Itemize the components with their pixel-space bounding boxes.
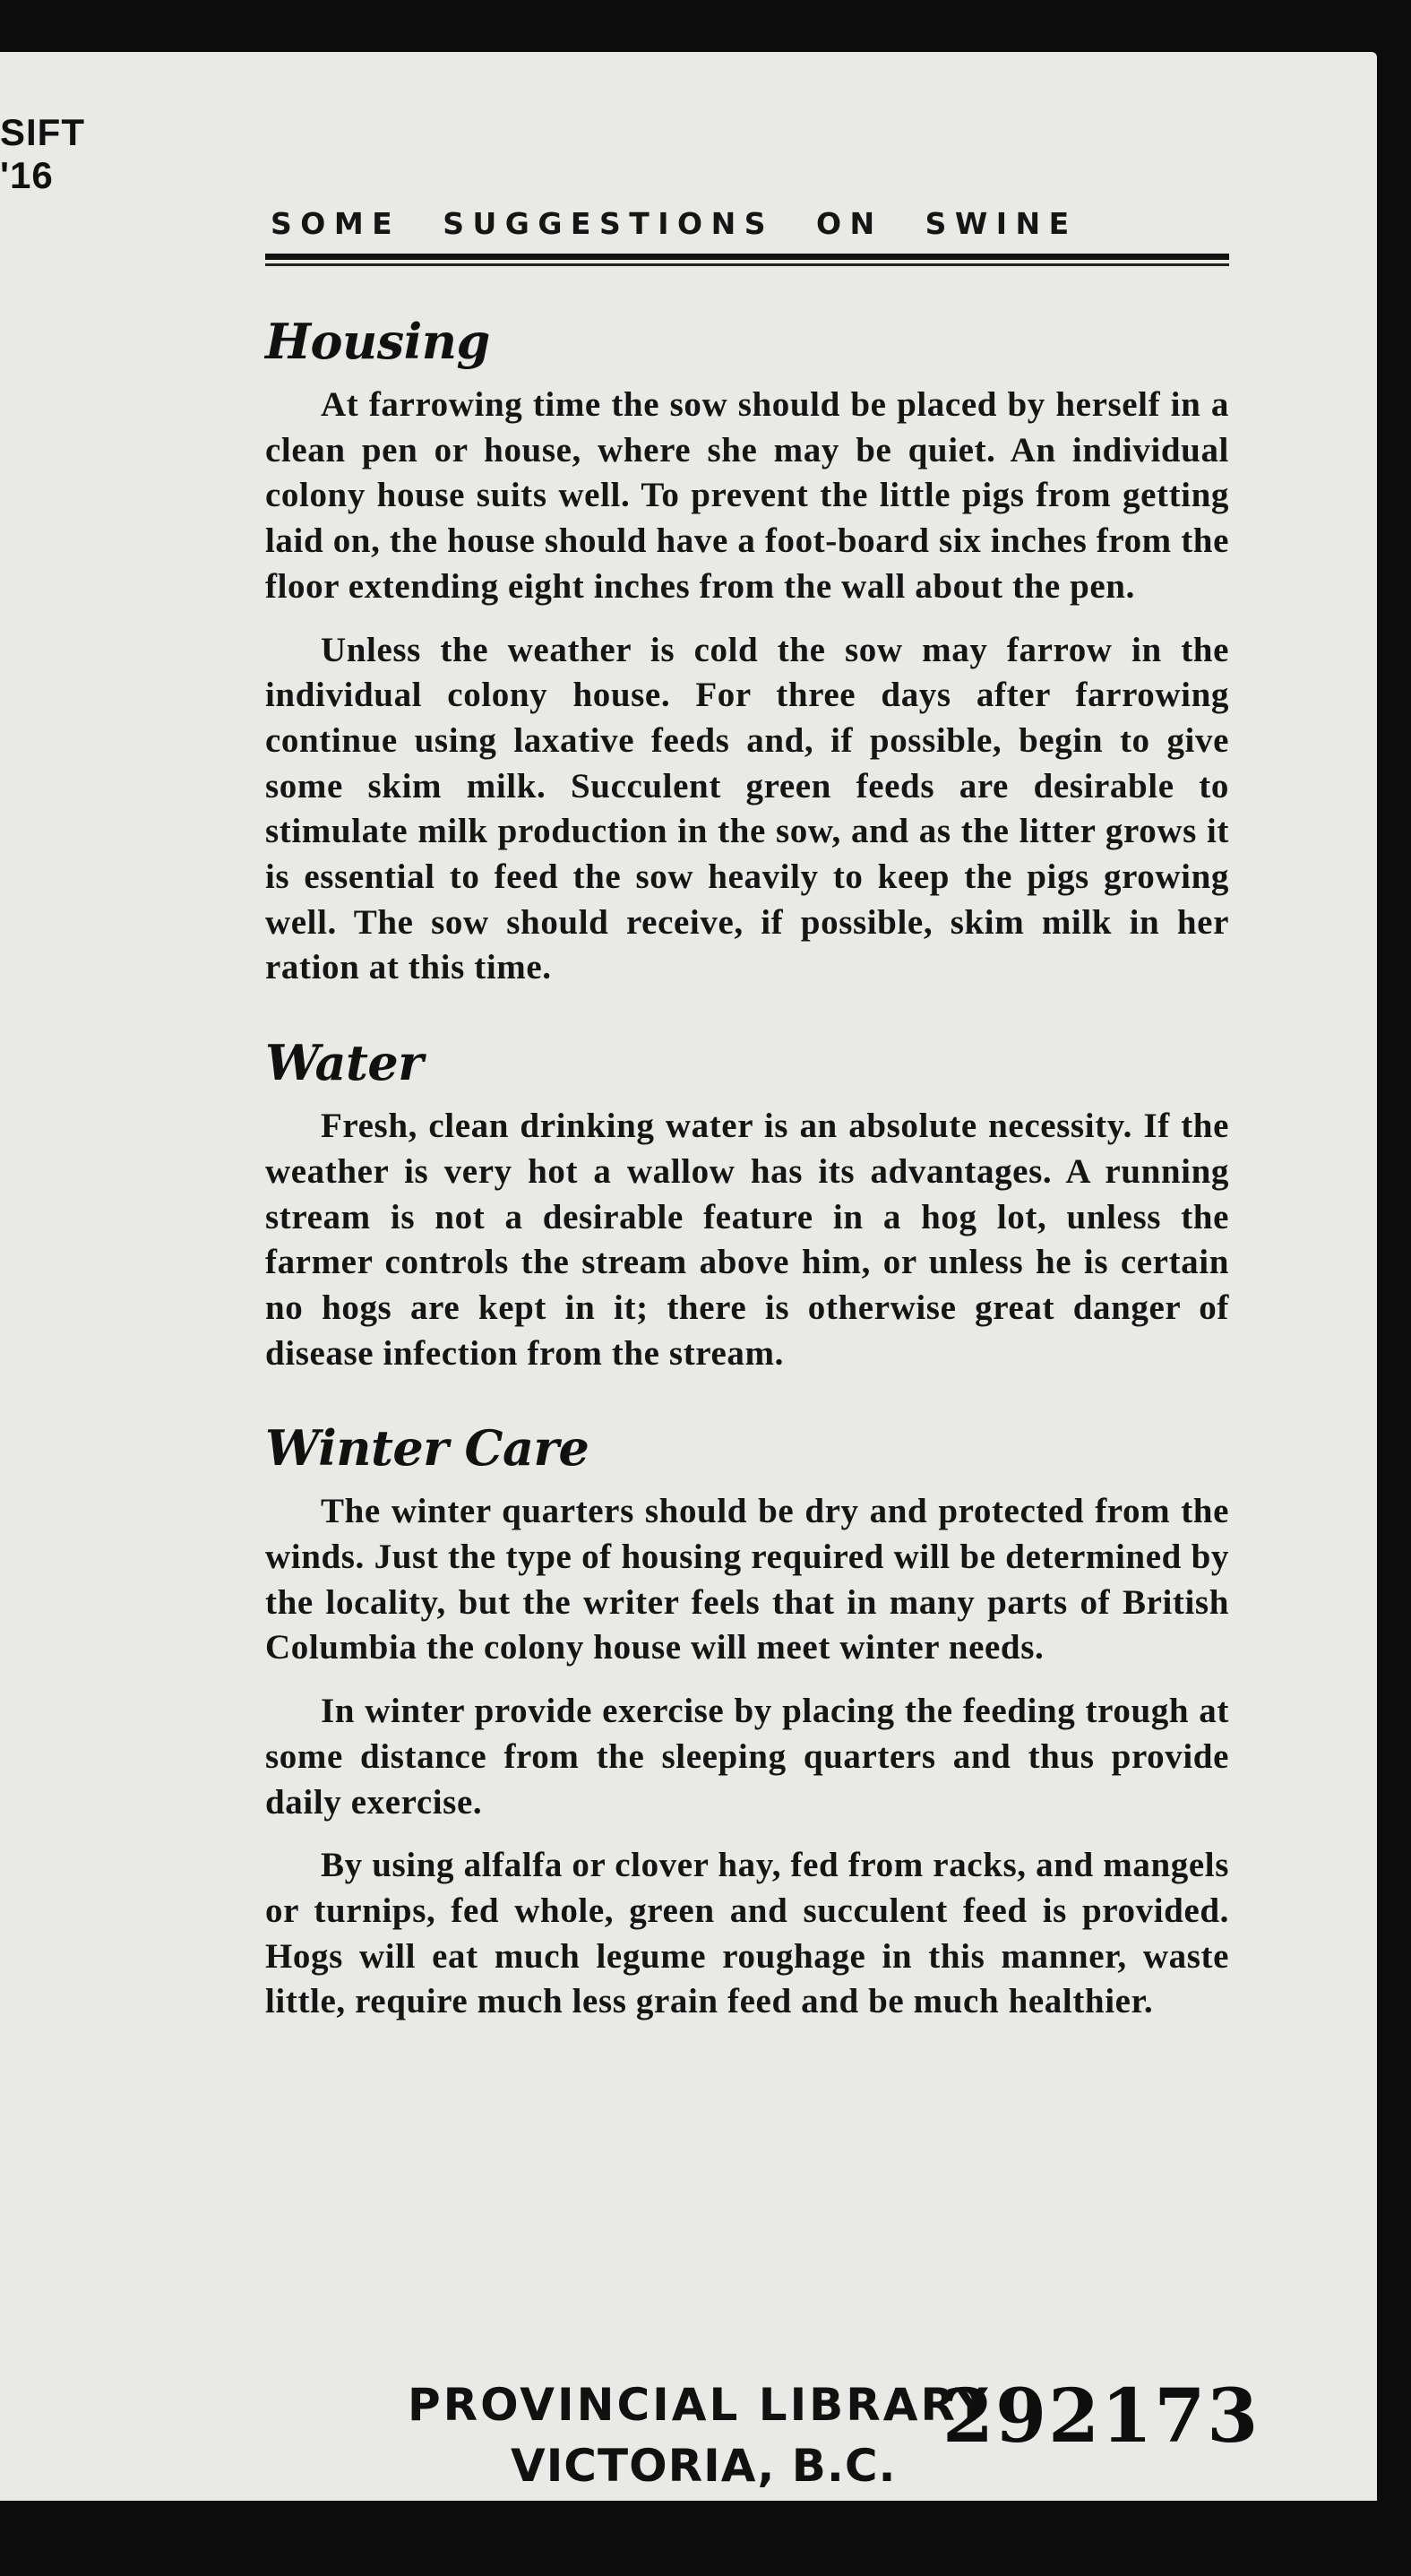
paragraph: By using alfalfa or clover hay, fed from racks, and mangels or turnips, fed whole, green and succulent feed is provided. Hogs will eat much legume roughage in this manner, waste little, require much less grain feed and be much healthier.: [265, 1846, 1229, 2021]
library-name: PROVINCIAL LIBRARY: [408, 2379, 991, 2431]
title-rule-thin: [265, 263, 1229, 266]
paragraph: Unless the weather is cold the sow may farrow in the individual colony house. For three days after farrowing continue using laxative feeds and, if possible, begin to give some skim milk. Succulent green feeds are desirable to stimulate milk production in the sow, and as the litter grows it is essential to feed the sow heavily to keep the pigs growing well. The sow should receive, if possible, skim milk in her ration at this time.: [265, 630, 1229, 987]
paragraph: The winter quarters should be dry and protected from the winds. Just the type of housing required will be determined by the locality, but the writer feels that in many parts of British Columbia the colony house will meet winter needs.: [265, 1492, 1229, 1667]
section-water: [265, 1034, 1229, 1376]
section-winter-care: [265, 1419, 1229, 2025]
paragraph: In winter provide exercise by placing the feeding trough at some distance from the sleeping quarters and thus provide daily exercise.: [265, 1692, 1229, 1822]
accession-number: 292173: [942, 2374, 1260, 2460]
section-heading: Housing: [265, 313, 490, 370]
stamp-line-1: SIFT: [0, 111, 85, 153]
stamp-line-2: '16: [0, 154, 54, 197]
section-housing: [265, 313, 1229, 991]
library-location: VICTORIA, B.C.: [511, 2440, 897, 2492]
paragraph: At farrowing time the sow should be placed by herself in a clean pen or house, where she may be quiet. An individual colony house suits well. To prevent the little pigs from getting laid on, the house should have a foot-board six inches from the floor extending eight inches from the wall about the pen.: [265, 385, 1229, 606]
section-heading: Winter Care: [265, 1419, 589, 1478]
document-content: [265, 206, 1229, 2025]
page-title: SOME SUGGESTIONS ON SWINE: [271, 206, 1078, 241]
title-rule-thick: [265, 254, 1229, 260]
section-heading: Water: [265, 1034, 424, 1092]
paragraph: Fresh, clean drinking water is an absolute necessity. If the weather is very hot a wallow has its advantages. A running stream is not a desirable feature in a hog lot, unless the farmer controls the stream above him, or unless he is certain no hogs are kept in it; there is otherwise great danger of disease infection from the stream.: [265, 1107, 1229, 1373]
corner-stamp: [0, 111, 85, 198]
